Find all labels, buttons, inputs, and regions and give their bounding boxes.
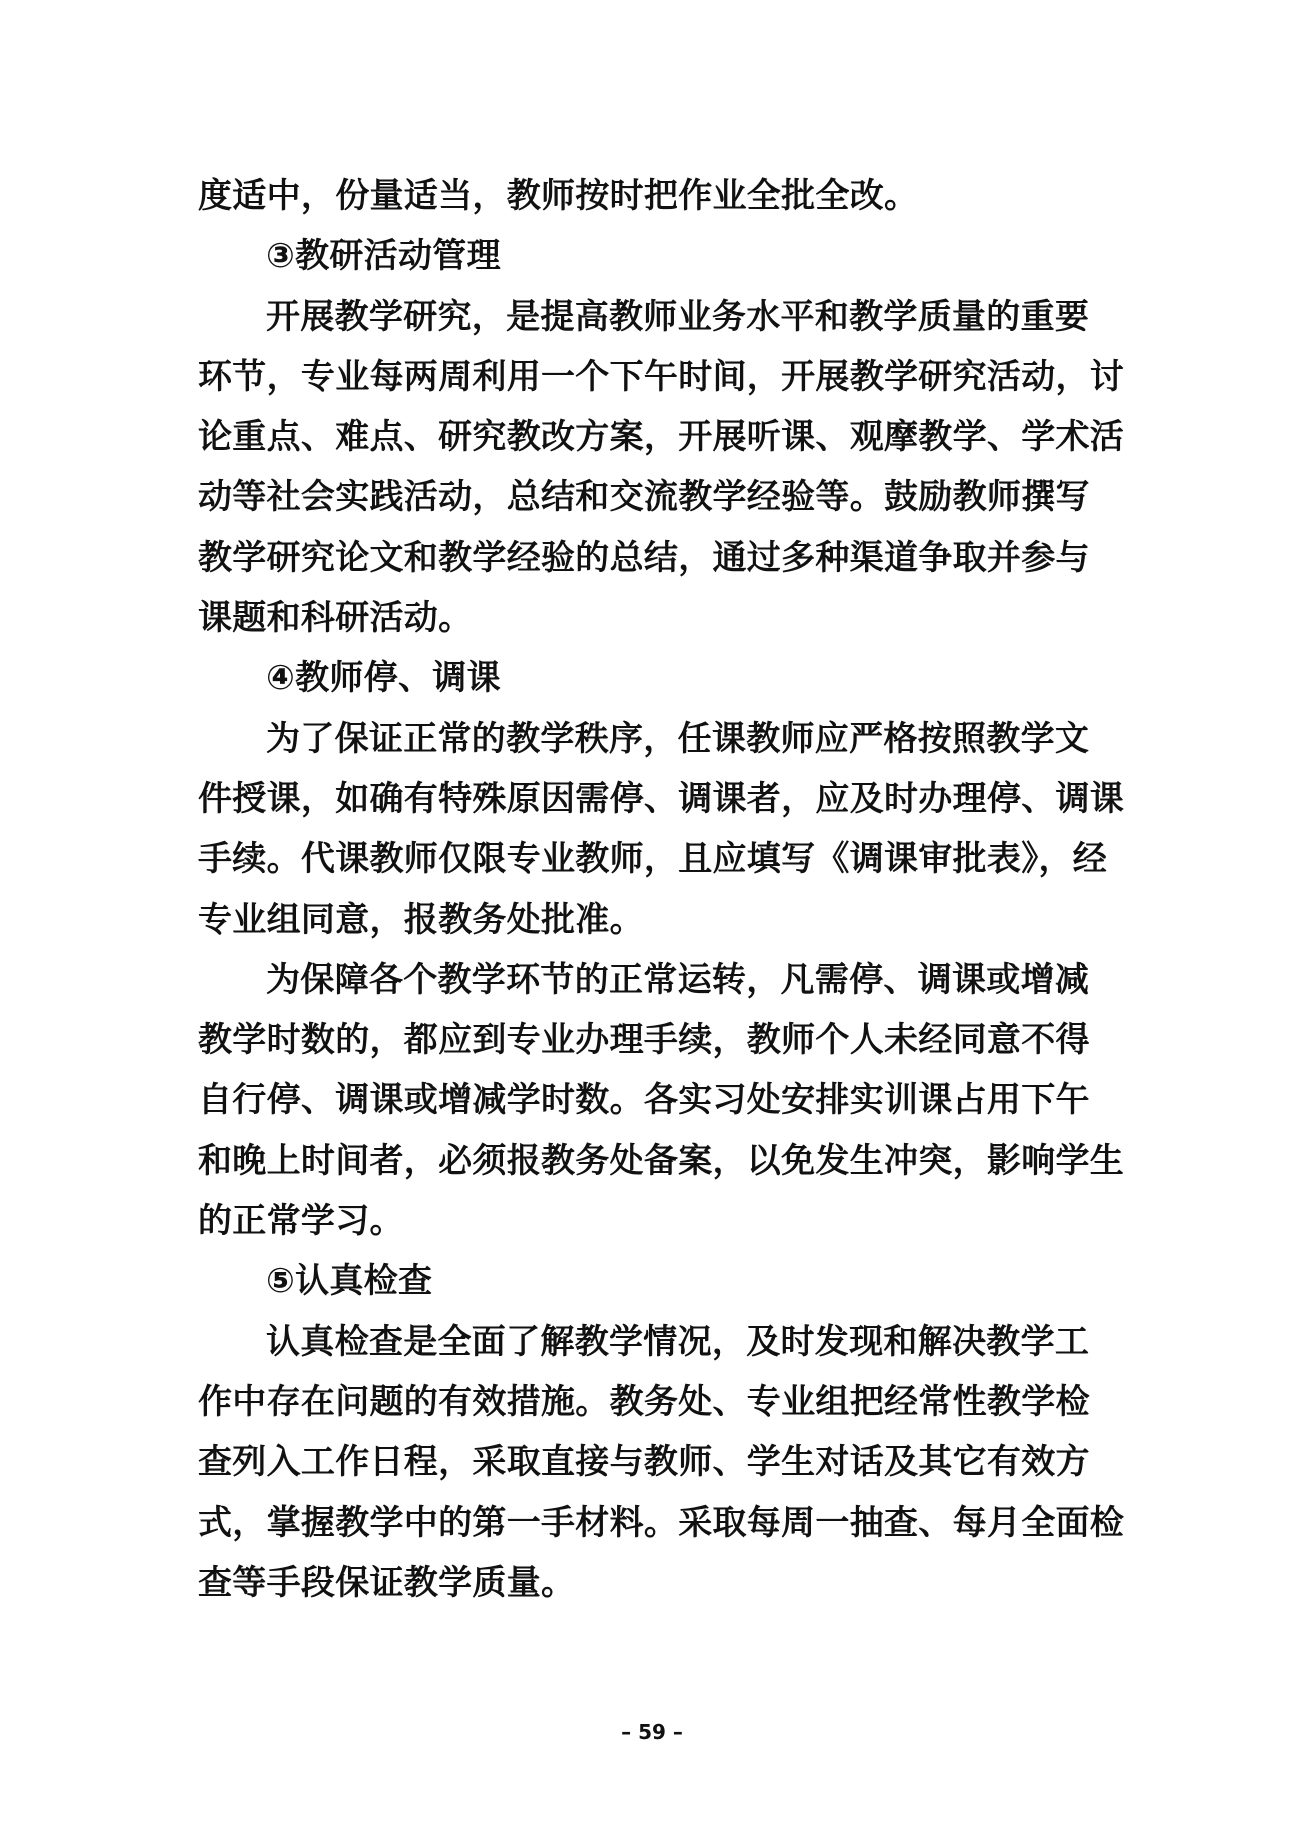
- text-line: 度适中，份量适当，教师按时把作业全批全改。: [198, 176, 919, 216]
- body-text: [198, 166, 1125, 1613]
- section-heading-5: ⑤认真检查: [266, 1261, 433, 1302]
- section-heading-4: ④教师停、调课: [266, 658, 501, 699]
- text-line: 的正常学习。: [198, 1201, 404, 1242]
- text-line: 开展教学研究，是提高教师业务水平和教学质量的重要: [266, 296, 1090, 337]
- text-line: 查等手段保证教学质量。: [198, 1562, 576, 1603]
- text-line: 教学时数的，都应到专业办理手续，教师个人未经同意不得: [198, 1020, 1090, 1061]
- text-line: 论重点、难点、研究教改方案，开展听课、观摩教学、学术活: [198, 417, 1125, 458]
- text-line: 认真检查是全面了解教学情况，及时发现和解决教学工: [266, 1321, 1090, 1362]
- text-line: 作中存在问题的有效措施。教务处、专业组把经常性教学检: [198, 1381, 1090, 1422]
- text-line: 手续。代课教师仅限专业教师，且应填写《调课审批表》，经: [198, 839, 1108, 880]
- text-line: 和晚上时间者，必须报教务处备案，以免发生冲突，影响学生: [198, 1140, 1125, 1181]
- text-line: 式，掌握教学中的第一手材料。采取每周一抽查、每月全面检: [198, 1502, 1125, 1543]
- text-line: 为保障各个教学环节的正常运转，凡需停、调课或增减: [266, 959, 1090, 1000]
- section-heading-3: ③教研活动管理: [266, 236, 501, 277]
- text-line: 环节，专业每两周利用一个下午时间，开展教学研究活动，讨: [198, 356, 1125, 397]
- text-line: 动等社会实践活动，总结和交流教学经验等。鼓励教师撰写: [198, 477, 1090, 518]
- text-line: 查列入工作日程，采取直接与教师、学生对话及其它有效方: [198, 1442, 1090, 1483]
- text-line: 自行停、调课或增减学时数。各实习处安排实训课占用下午: [198, 1080, 1090, 1121]
- text-line: 为了保证正常的教学秩序，任课教师应严格按照教学文: [266, 718, 1090, 759]
- page-number: – 59 –: [621, 1720, 683, 1744]
- text-line: 课题和科研活动。: [198, 598, 473, 639]
- text-line: 专业组同意，报教务处批准。: [198, 899, 644, 940]
- text-line: 教学研究论文和教学经验的总结，通过多种渠道争取并参与: [198, 537, 1090, 578]
- text-line: 件授课，如确有特殊原因需停、调课者，应及时办理停、调课: [198, 778, 1125, 819]
